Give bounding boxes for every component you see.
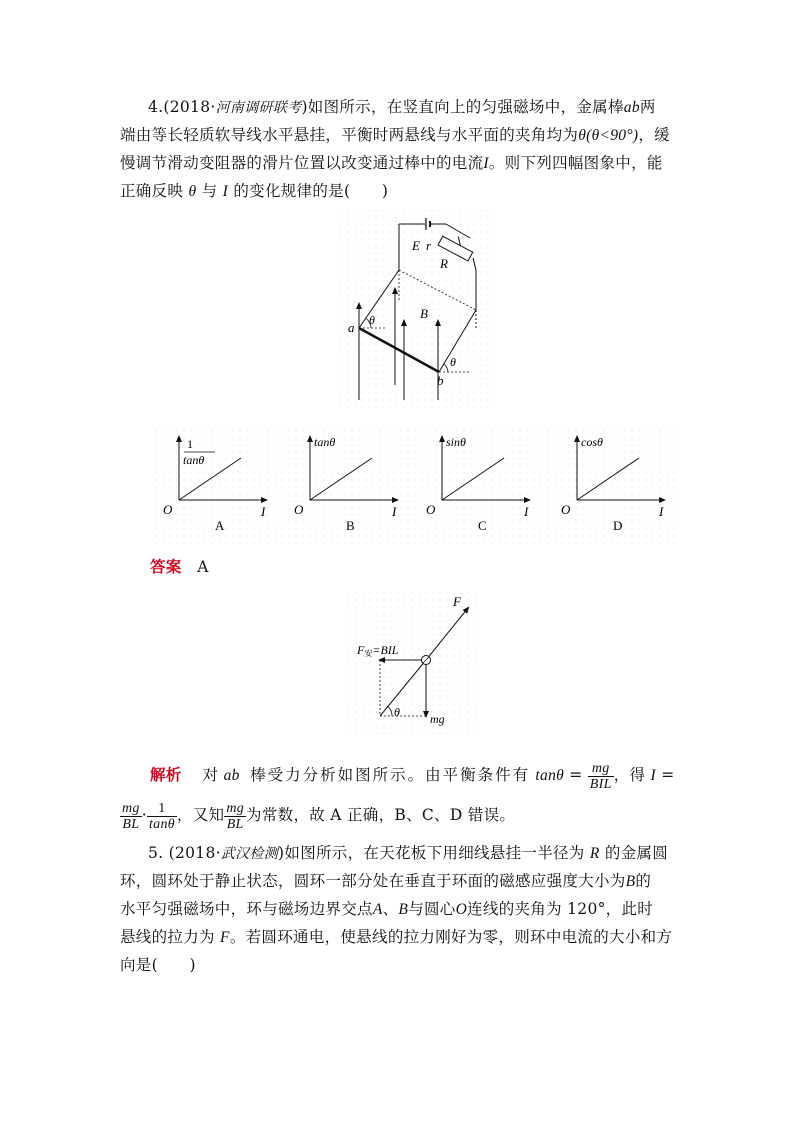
analysis-eq: = [569,766,583,784]
q5-text: 连线的夹角为 120°，此时 [467,900,654,918]
analysis-text: ，得 [613,766,646,784]
analysis-text: 棒受力分析如图所示。由平衡条件有 [250,766,531,784]
q5-source: 武汉检测 [220,846,279,862]
answer-label: 答案 [150,557,182,576]
q5-A: A [372,901,383,918]
analysis-I: I [650,767,657,784]
circuit-figure [340,210,490,410]
q5-text: 的金属圆 [604,844,669,862]
q5-text: 的 [635,872,652,890]
x-label: I [261,504,266,519]
analysis-text: 对 [202,766,219,784]
analysis-dot: · [141,806,147,824]
q4-theta: θ [188,183,197,200]
q4-text: )如图所示，在竖直向上的匀强磁场中，金属棒 [301,98,624,116]
q5-B: B [625,873,636,890]
y-label: sinθ [446,435,466,449]
analysis-line-1 [150,758,675,793]
q4-line-2 [120,125,670,146]
label-Fan: F安=BIL [357,643,399,658]
analysis-ab: ab [223,767,240,784]
option-caption: B [346,518,355,533]
label-r: r [426,238,432,253]
q4-line-4 [120,181,388,202]
q5-text: 与圆心 [408,900,456,918]
q5-line-2 [120,871,651,892]
q5-line-3 [120,899,653,920]
y-label: cosθ [581,435,603,449]
q5-O: O [455,901,468,918]
option-caption: A [215,518,225,533]
x-label: I [392,504,397,519]
q4-line-1 [148,97,656,118]
q4-text: 与 [201,182,218,200]
force-diagram [348,592,478,734]
q5-line-4 [120,927,672,948]
q4-ab: ab [623,99,640,116]
q5-B: B [398,901,409,918]
label-E: E [412,238,420,253]
answer-line [150,557,209,577]
frac-1-tan: $\frac{1}{\tan\theta}$ [148,800,175,832]
frac-mg-BL-2: $\frac{mg}{BL}$ [226,800,245,832]
q4-text: 端由等长轻质软导线水平悬挂，平衡时两悬线与水平面的夹角均为 [120,126,579,144]
q5-text: 水平匀强磁场中，环与磁场边界交点 [120,900,373,918]
q5-text: 环，圆环处于静止状态，圆环一部分处在垂直于环面的磁感应强度大小为 [120,872,626,890]
q4-I: I [483,155,489,172]
analysis-label: 解析 [150,765,182,784]
analysis-eq: = [661,766,675,784]
q5-line-1 [148,843,668,864]
q5-line-5 [120,955,196,975]
q5-text: 。若圆环通电，使悬线的拉力刚好为零，则环中电流的大小和方 [229,928,673,946]
x-label: I [524,504,529,519]
q4-text: 两 [639,98,656,116]
origin-label: O [561,502,571,517]
origin-label: O [163,502,173,517]
frac-mg-BIL: $\frac{mg}{\text{BIL}}$ [589,760,612,792]
q4-source: 河南调研联考 [215,100,302,116]
q5-text: 悬线的拉力为 [120,928,215,946]
label-F: F [453,594,461,609]
q4-line-3 [120,153,663,174]
q5-R: R [589,845,600,862]
frac-mg-BL: $\frac{mg}{BL}$ [122,800,140,832]
q5-F: F [220,929,230,946]
q5-text: )如图所示，在天花板下用细线悬挂一半径为 [278,844,585,862]
analysis-line-2 [120,798,515,832]
label-b: b [437,373,444,388]
q4-source-prefix: (2018· [163,98,216,116]
option-caption: C [478,518,487,533]
q4-text: 。则下列四幅图象中，能 [488,154,663,172]
answer-value: A [197,558,209,576]
analysis-text: 为常数，故 A 正确，B、C、D 错误。 [246,806,516,824]
y-label-numerator: 1 [187,437,193,451]
q4-text: 正确反映 [120,182,184,200]
analysis-text: ，又知 [176,806,225,824]
x-label: I [659,504,664,519]
label-theta-top: θ [369,313,375,327]
options-graphs [155,430,680,545]
label-a: a [348,320,355,335]
q4-condition: (θ<90°) [586,127,639,144]
q5-sep: 、 [382,900,399,918]
label-mg: mg [430,712,445,726]
q4-number: 4. [148,98,164,116]
label-B: B [420,306,428,321]
q5-text: 向是( ) [120,956,196,974]
y-label: tanθ [314,435,336,449]
q4-I: I [222,183,229,200]
q4-text: ，缓 [638,126,670,144]
q5-text: 5. (2018· [148,844,221,862]
origin-label: O [426,502,436,517]
q4-text: 的变化规律的是( ) [233,182,389,200]
label-theta-bottom: θ [450,355,456,369]
label-theta: θ [394,705,400,719]
option-caption: D [613,518,623,533]
label-R: R [440,256,448,271]
analysis-tan: tanθ [535,767,565,784]
y-label-denominator: tanθ [183,453,205,467]
q4-theta: θ [578,127,587,144]
q4-text: 慢调节滑动变阻器的滑片位置以改变通过棒中的电流 [120,154,484,172]
origin-label: O [294,502,304,517]
